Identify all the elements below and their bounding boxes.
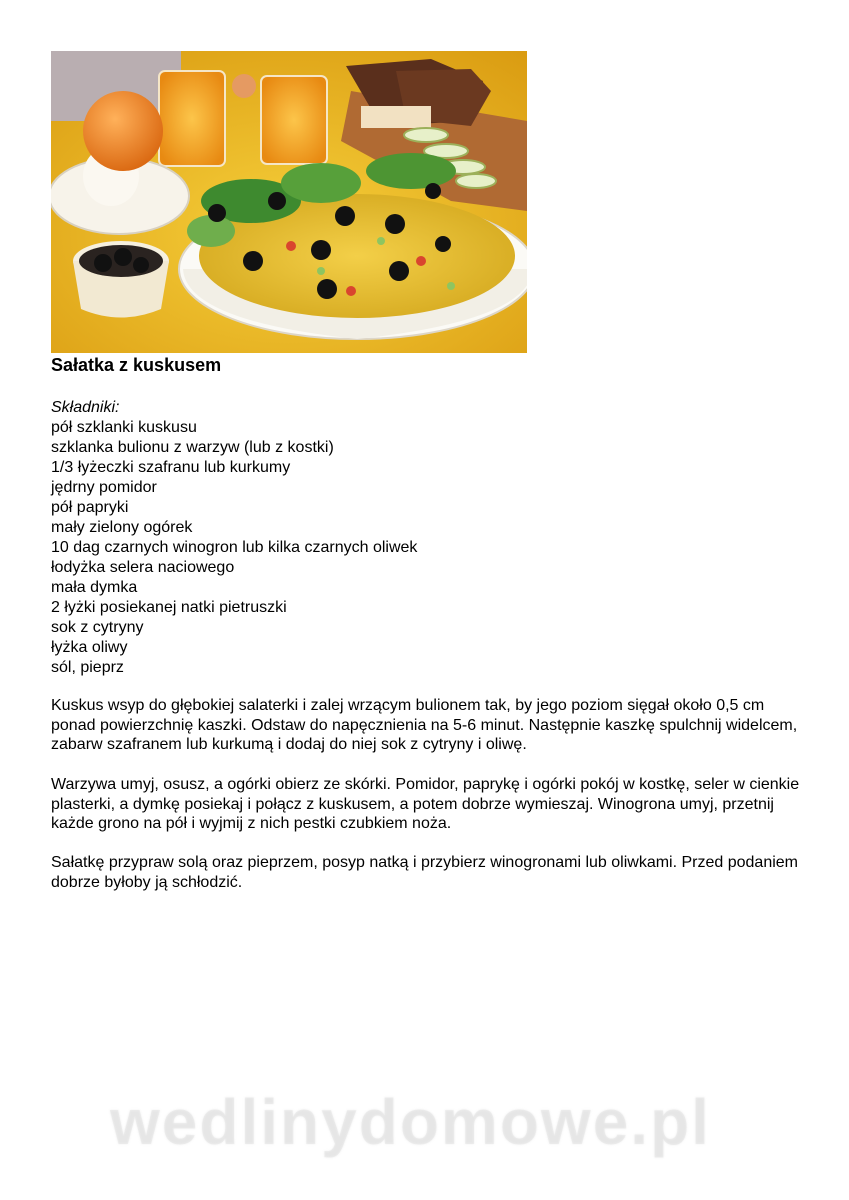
recipe-title: Sałatka z kuskusem bbox=[51, 355, 222, 375]
ingredients-label: Składniki: bbox=[51, 399, 120, 416]
salad-photo bbox=[51, 51, 527, 353]
ingredient-item: 10 dag czarnych winogron lub kilka czarnych oliwek bbox=[51, 539, 418, 556]
ingredient-item: pół papryki bbox=[51, 499, 129, 516]
ingredient-item: 2 łyżki posiekanej natki pietruszki bbox=[51, 599, 287, 616]
ingredient-item: 1/3 łyżeczki szafranu lub kurkumy bbox=[51, 459, 291, 476]
ingredient-item: sól, pieprz bbox=[51, 659, 124, 676]
ingredient-item: łyżka oliwy bbox=[51, 639, 128, 656]
ingredient-item: mały zielony ogórek bbox=[51, 519, 193, 536]
ingredient-item: szklanka bulionu z warzyw (lub z kostki) bbox=[51, 439, 334, 456]
ingredient-item: mała dymka bbox=[51, 579, 138, 596]
ingredient-item: pół szklanki kuskusu bbox=[51, 419, 197, 436]
ingredient-item: sok z cytryny bbox=[51, 619, 144, 636]
ingredients-list bbox=[51, 418, 417, 678]
instructions-paragraph-2: Warzywa umyj, osusz, a ogórki obierz ze skórki. Pomidor, paprykę i ogórki pokój w kostkę, seler w cienkie plasterki, a dymkę posiekaj i połącz z kuskusem, a potem dobrze wymieszaj. Winogrona umyj, przetnij każde grono na pół i wyjmij z nich pestki czubkiem noża. bbox=[51, 776, 800, 832]
instructions-paragraph-3: Sałatkę przypraw solą oraz pieprzem, posyp natką i przybierz winogronami lub oliwkami. Przed podaniem dobrze byłoby ją schłodzić. bbox=[51, 854, 799, 891]
watermark: wedlinydomowe.pl bbox=[110, 1086, 711, 1158]
ingredient-item: łodyżka selera naciowego bbox=[51, 559, 235, 576]
instructions-paragraph-1: Kuskus wsyp do głębokiej salaterki i zalej wrzącym bulionem tak, by jego poziom sięgał około 0,5 cm ponad powierzchnię kaszki. Odstaw do napęcznienia na 5-6 minut. Następnie kaszkę spulchnij widelcem, zabarw szafranem lub kurkumą i dodaj do niej sok z cytryny i oliwę. bbox=[51, 697, 798, 753]
ingredient-item: jędrny pomidor bbox=[51, 479, 157, 496]
salad-photo-illustration bbox=[51, 51, 527, 353]
